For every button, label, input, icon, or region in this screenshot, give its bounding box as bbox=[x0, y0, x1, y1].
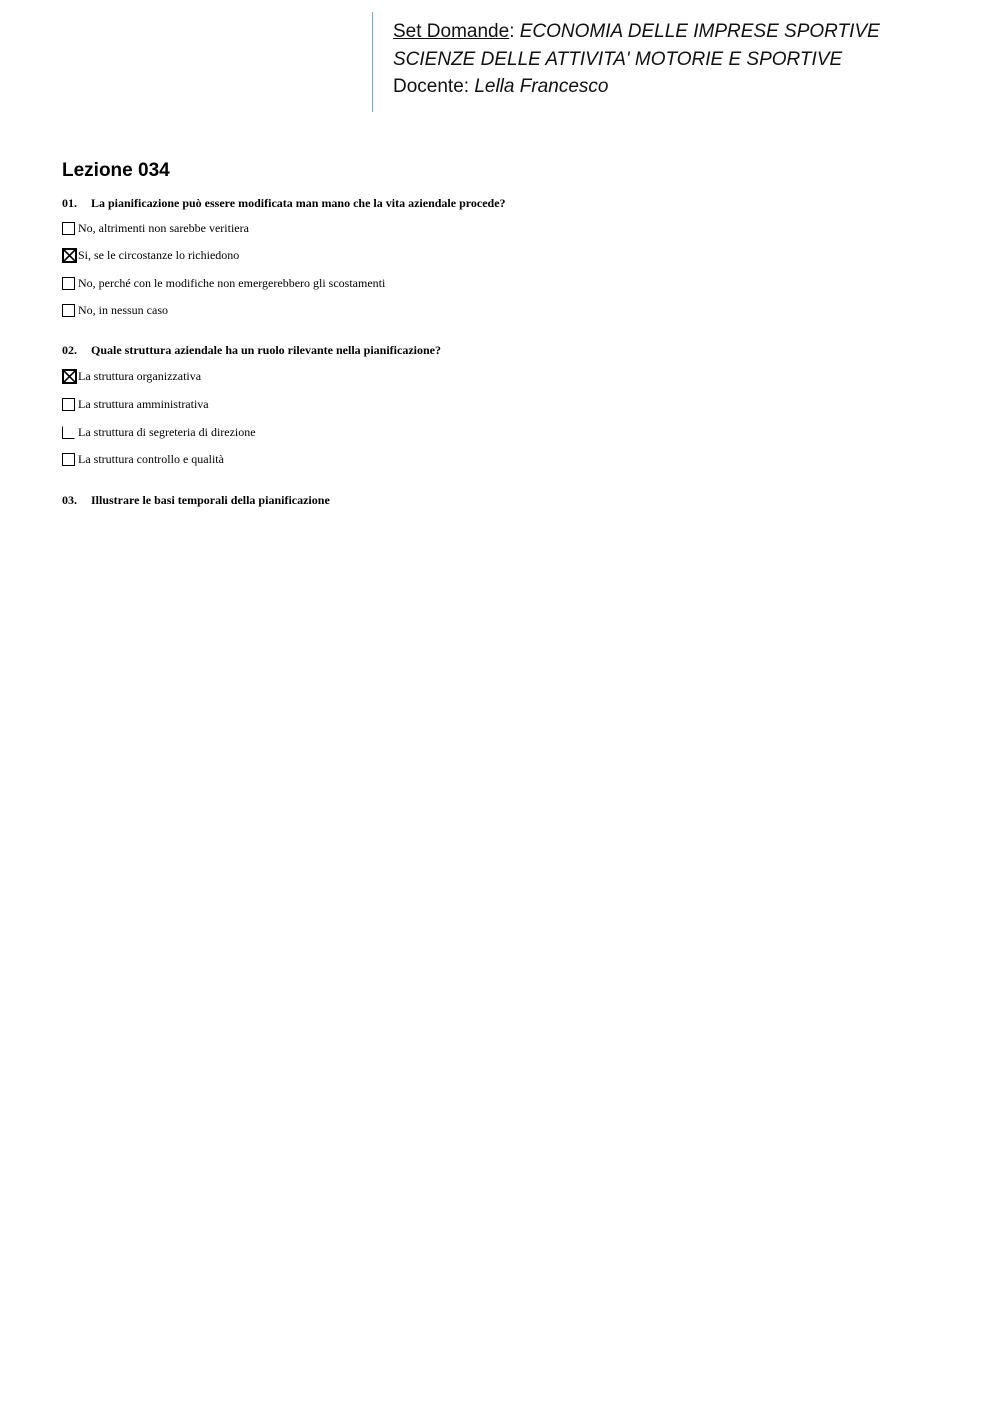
answer-option[interactable] bbox=[62, 396, 209, 412]
checked-checkbox-icon[interactable] bbox=[62, 369, 77, 384]
degree-name: SCIENZE DELLE ATTIVITA' MOTORIE E SPORTIVE bbox=[393, 48, 843, 70]
set-label: Set Domande bbox=[393, 21, 510, 42]
option-label: No, altrimenti non sarebbe veritiera bbox=[78, 220, 249, 235]
checkbox-icon[interactable] bbox=[62, 453, 75, 466]
option-label: La struttura di segreteria di direzione bbox=[78, 424, 256, 439]
question-1 bbox=[62, 196, 506, 211]
checkbox-icon[interactable] bbox=[62, 304, 75, 317]
question-number: 03. bbox=[62, 493, 77, 507]
question-text: La pianificazione può essere modificata man mano che la vita aziendale procede? bbox=[91, 196, 506, 210]
course-name: ECONOMIA DELLE IMPRESE SPORTIVE bbox=[519, 21, 880, 42]
checkbox-icon[interactable] bbox=[62, 277, 75, 290]
answer-option[interactable] bbox=[62, 275, 385, 291]
header-teacher-line bbox=[393, 73, 880, 101]
answer-option[interactable] bbox=[62, 247, 239, 263]
header-divider bbox=[372, 12, 373, 112]
answer-option[interactable] bbox=[62, 368, 201, 384]
document-header bbox=[393, 18, 880, 101]
question-number: 02. bbox=[62, 343, 77, 357]
question-2 bbox=[62, 343, 441, 358]
checkbox-icon[interactable] bbox=[62, 222, 75, 235]
option-label: La struttura controllo e qualità bbox=[78, 451, 224, 466]
set-separator: : bbox=[509, 21, 515, 42]
checked-checkbox-icon[interactable] bbox=[62, 248, 77, 263]
teacher-name: Lella Francesco bbox=[474, 76, 609, 97]
question-number: 01. bbox=[62, 196, 77, 210]
question-text: Quale struttura aziendale ha un ruolo rilevante nella pianificazione? bbox=[91, 343, 441, 357]
answer-option[interactable] bbox=[62, 424, 256, 440]
checkbox-icon[interactable] bbox=[62, 398, 75, 411]
lesson-title: Lezione 034 bbox=[62, 160, 170, 181]
option-label: La struttura organizzativa bbox=[78, 368, 202, 383]
question-3 bbox=[62, 493, 330, 508]
option-label: La struttura amministrativa bbox=[78, 396, 209, 411]
answer-option[interactable] bbox=[62, 451, 224, 467]
option-label: No, perché con le modifiche non emergerebbero gli scostamenti bbox=[78, 275, 386, 290]
question-text: Illustrare le basi temporali della pianificazione bbox=[91, 493, 330, 507]
teacher-label: Docente: bbox=[393, 76, 470, 97]
checkbox-icon[interactable] bbox=[62, 426, 75, 439]
answer-option[interactable] bbox=[62, 220, 249, 236]
answer-option[interactable] bbox=[62, 302, 168, 318]
option-label: No, in nessun caso bbox=[78, 302, 168, 317]
option-label: Si, se le circostanze lo richiedono bbox=[78, 247, 240, 262]
header-course-line bbox=[393, 18, 880, 46]
